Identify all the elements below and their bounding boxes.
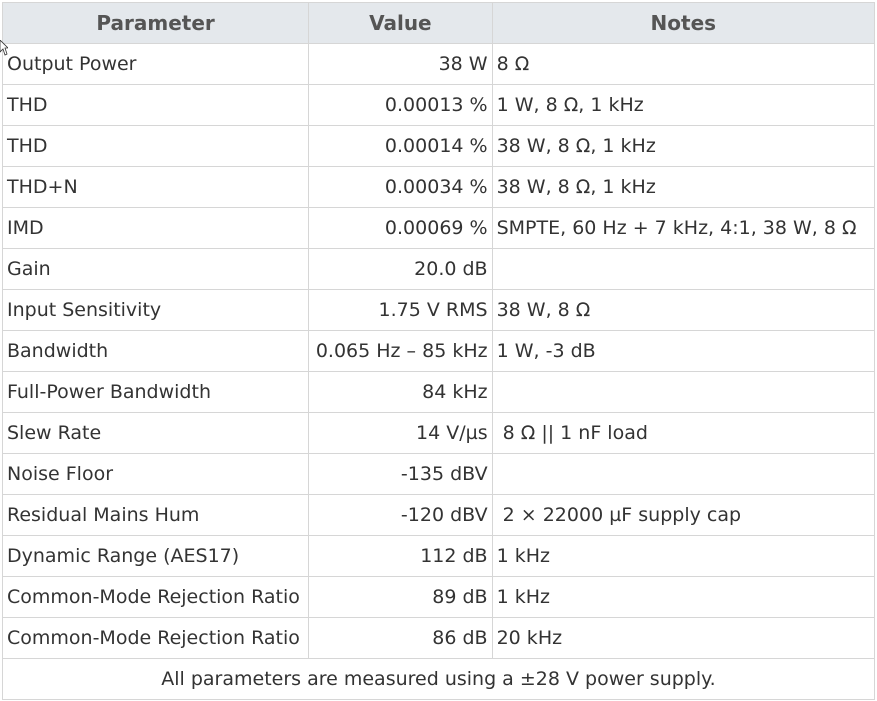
header-value: Value (309, 3, 492, 44)
parameter-cell: THD (3, 126, 309, 167)
value-cell: -135 dBV (309, 454, 492, 495)
table-footer-row (3, 659, 875, 700)
notes-cell (492, 372, 874, 413)
value-cell: 0.00013 % (309, 85, 492, 126)
parameter-cell: THD (3, 85, 309, 126)
table-header-row (3, 3, 875, 44)
footer-note: All parameters are measured using a ±28 V power supply. (3, 659, 875, 700)
table-row (3, 372, 875, 413)
notes-cell (492, 249, 874, 290)
table-row (3, 495, 875, 536)
table-row (3, 290, 875, 331)
parameter-cell: THD+N (3, 167, 309, 208)
header-notes: Notes (492, 3, 874, 44)
parameter-cell: Noise Floor (3, 454, 309, 495)
notes-cell: 38 W, 8 Ω, 1 kHz (492, 126, 874, 167)
table-row (3, 249, 875, 290)
notes-cell: 1 kHz (492, 577, 874, 618)
parameter-cell: Common-Mode Rejection Ratio (3, 618, 309, 659)
parameter-cell: Gain (3, 249, 309, 290)
table-row (3, 126, 875, 167)
parameter-cell: Slew Rate (3, 413, 309, 454)
table-row (3, 208, 875, 249)
value-cell: 0.00014 % (309, 126, 492, 167)
table-row (3, 44, 875, 85)
value-cell: 89 dB (309, 577, 492, 618)
parameter-cell: Residual Mains Hum (3, 495, 309, 536)
value-cell: 86 dB (309, 618, 492, 659)
parameter-cell: Input Sensitivity (3, 290, 309, 331)
notes-cell: 8 Ω || 1 nF load (492, 413, 874, 454)
parameter-cell: Output Power (3, 44, 309, 85)
value-cell: 14 V/µs (309, 413, 492, 454)
table-row (3, 167, 875, 208)
value-cell: 84 kHz (309, 372, 492, 413)
mouse-pointer-icon (0, 40, 8, 56)
specifications-table (2, 2, 875, 700)
value-cell: 0.065 Hz – 85 kHz (309, 331, 492, 372)
value-cell: 0.00069 % (309, 208, 492, 249)
notes-cell: 8 Ω (492, 44, 874, 85)
notes-cell: 1 kHz (492, 536, 874, 577)
notes-cell: SMPTE, 60 Hz + 7 kHz, 4:1, 38 W, 8 Ω (492, 208, 874, 249)
notes-cell: 38 W, 8 Ω (492, 290, 874, 331)
table-row (3, 454, 875, 495)
table-row (3, 536, 875, 577)
parameter-cell: Dynamic Range (AES17) (3, 536, 309, 577)
notes-cell (492, 454, 874, 495)
table-row (3, 577, 875, 618)
table-row (3, 413, 875, 454)
table-row (3, 331, 875, 372)
value-cell: -120 dBV (309, 495, 492, 536)
value-cell: 112 dB (309, 536, 492, 577)
notes-cell: 38 W, 8 Ω, 1 kHz (492, 167, 874, 208)
notes-cell: 1 W, -3 dB (492, 331, 874, 372)
table-row (3, 618, 875, 659)
header-parameter: Parameter (3, 3, 309, 44)
parameter-cell: Full-Power Bandwidth (3, 372, 309, 413)
value-cell: 38 W (309, 44, 492, 85)
notes-cell: 20 kHz (492, 618, 874, 659)
parameter-cell: Bandwidth (3, 331, 309, 372)
parameter-cell: Common-Mode Rejection Ratio (3, 577, 309, 618)
parameter-cell: IMD (3, 208, 309, 249)
value-cell: 1.75 V RMS (309, 290, 492, 331)
table-row (3, 85, 875, 126)
value-cell: 0.00034 % (309, 167, 492, 208)
notes-cell: 1 W, 8 Ω, 1 kHz (492, 85, 874, 126)
value-cell: 20.0 dB (309, 249, 492, 290)
notes-cell: 2 × 22000 µF supply cap (492, 495, 874, 536)
